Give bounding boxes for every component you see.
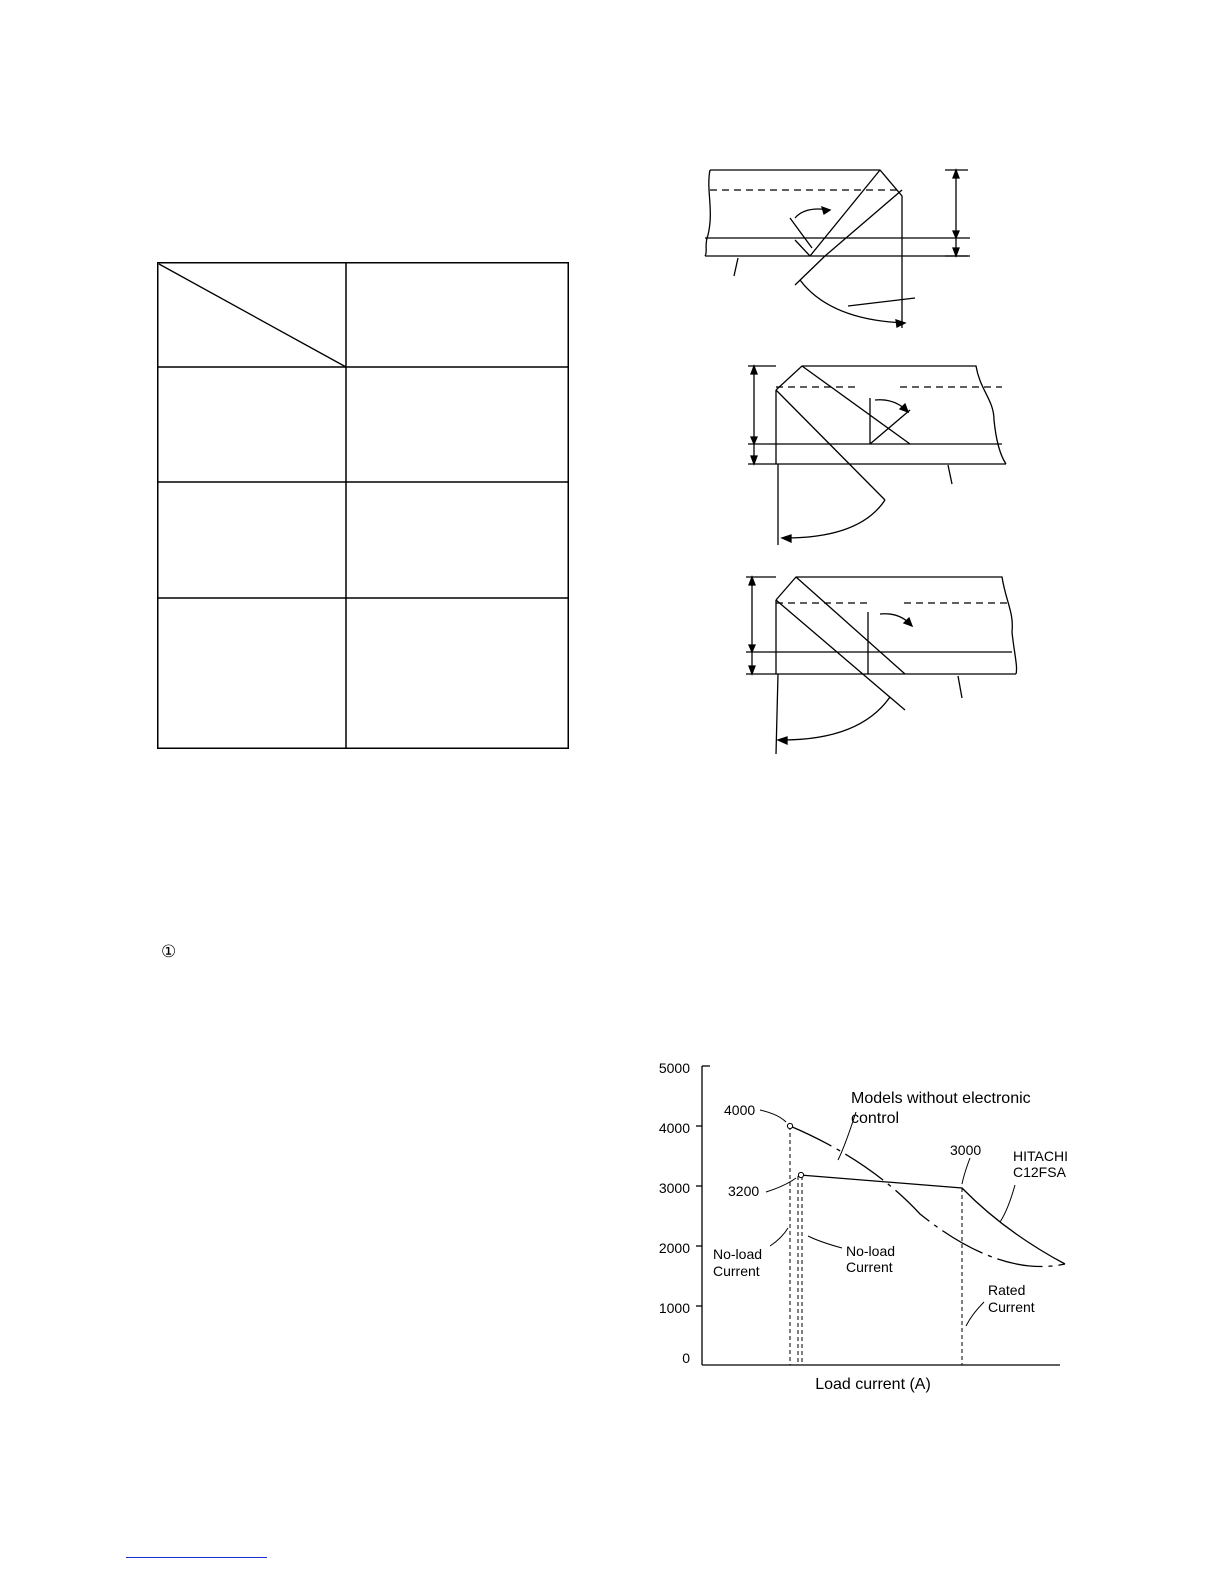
point-3200 — [798, 1172, 803, 1177]
annotation-models-line1: Models without electronic — [851, 1090, 1031, 1107]
annotation-hitachi-line1: HITACHI — [1013, 1148, 1068, 1164]
bevel-diagram-3 — [740, 572, 1030, 757]
y-tick-3000: 3000 — [658, 1180, 690, 1196]
annotation-noload1-line2: Current — [713, 1263, 760, 1279]
annotation-rated-line1: Rated — [988, 1282, 1026, 1298]
annotations — [713, 1090, 1068, 1315]
circled-number-marker: ① — [161, 942, 177, 962]
annotation-3200: 3200 — [728, 1183, 760, 1199]
y-tick-0: 0 — [682, 1350, 690, 1366]
speed-load-chart — [620, 1050, 1090, 1410]
header-diagonal — [159, 264, 346, 367]
y-tick-4000: 4000 — [658, 1120, 690, 1136]
bevel-diagram-1 — [690, 160, 990, 335]
annotation-noload2-line2: Current — [846, 1259, 893, 1275]
table-grid — [157, 262, 569, 749]
annotation-3000: 3000 — [950, 1142, 982, 1158]
bevel-diagram-2 — [740, 360, 1030, 550]
series-hitachi-c12fsa — [800, 1175, 1065, 1264]
y-tick-5000: 5000 — [658, 1060, 690, 1076]
annotation-models-line2: control — [851, 1110, 900, 1127]
annotation-4000: 4000 — [724, 1102, 756, 1118]
y-tick-1000: 1000 — [658, 1300, 690, 1316]
footer-divider-line — [126, 1557, 267, 1558]
y-tick-2000: 2000 — [658, 1240, 690, 1256]
annotation-hitachi-line2: C12FSA — [1013, 1164, 1066, 1180]
specification-table — [157, 262, 569, 749]
point-4000 — [787, 1123, 792, 1128]
annotation-rated-line2: Current — [988, 1299, 1035, 1315]
chart-svg — [620, 1050, 1090, 1410]
annotation-noload2-line1: No-load — [846, 1243, 896, 1259]
annotation-noload1-line1: No-load — [713, 1246, 763, 1262]
y-tick-labels — [659, 1060, 690, 1366]
x-axis-label: Load current (A) — [815, 1376, 931, 1393]
